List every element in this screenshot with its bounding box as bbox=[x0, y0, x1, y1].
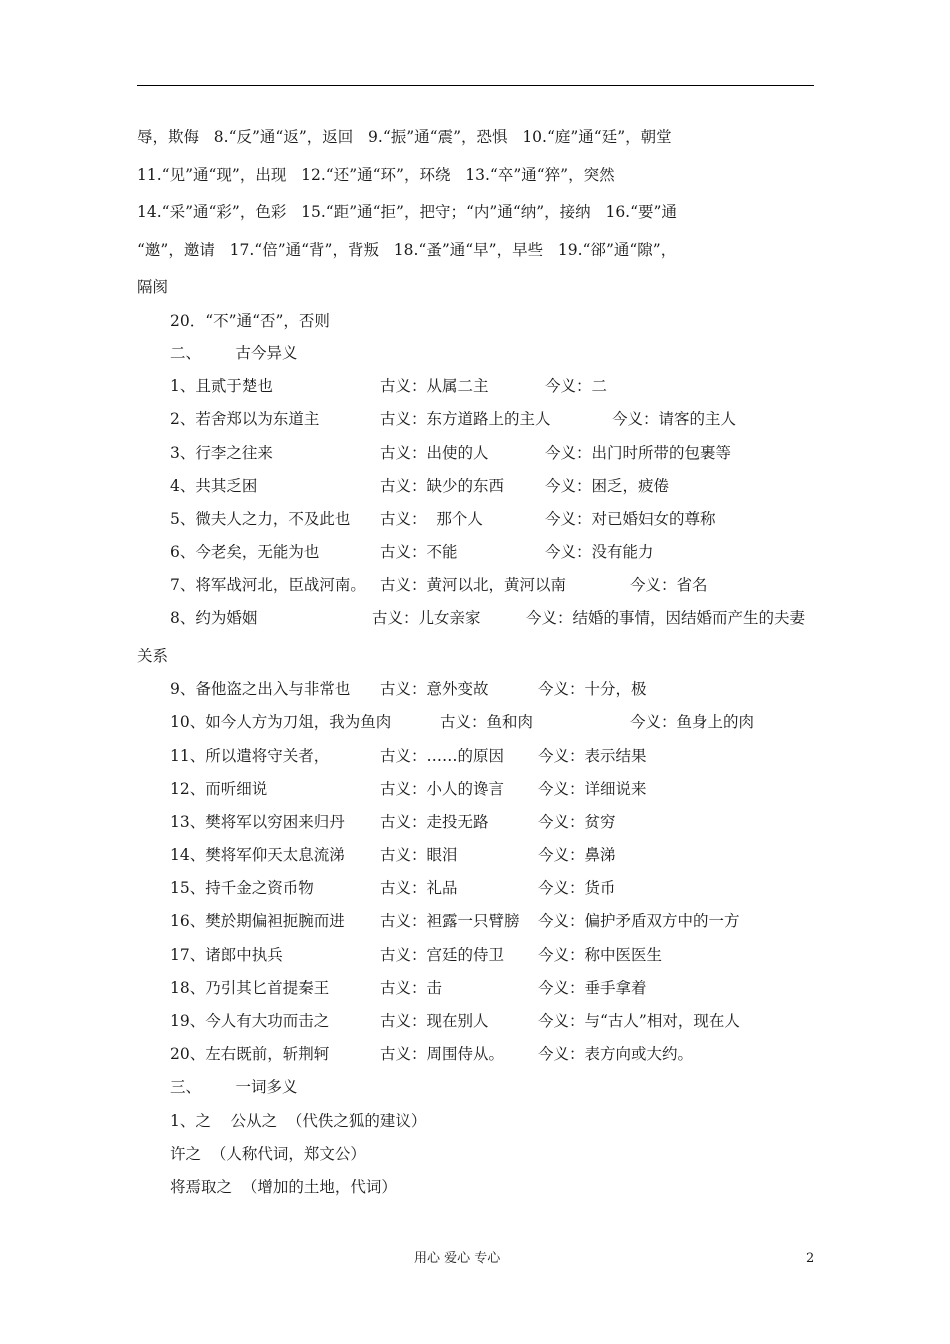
polysemy-line: 1、之 公从之 （代佚之狐的建议） bbox=[170, 1112, 427, 1130]
item-phrase: 14、樊将军仰天太息流涕 bbox=[170, 846, 345, 864]
page-number: 2 bbox=[806, 1251, 815, 1266]
item-new-meaning: 今义：详细说来 bbox=[538, 780, 647, 798]
item-new-meaning: 今义：没有能力 bbox=[545, 543, 654, 561]
item-new-meaning: 今义：省名 bbox=[630, 576, 708, 594]
item-old-meaning: 古义：鱼和肉 bbox=[440, 713, 534, 731]
item-old-meaning: 古义：击 bbox=[380, 979, 443, 997]
polysemy-line: 许之 （人称代词，郑文公） bbox=[170, 1145, 366, 1163]
item-old-meaning: 古义：从属二主 bbox=[380, 377, 489, 395]
header-rule bbox=[137, 85, 814, 86]
item-old-meaning: 古义：东方道路上的主人 bbox=[380, 410, 551, 428]
item-new-meaning: 今义：对已婚妇女的尊称 bbox=[545, 510, 716, 528]
item-new-meaning: 今义：请客的主人 bbox=[612, 410, 737, 428]
item-phrase: 3、行李之往来 bbox=[170, 444, 273, 462]
item-new-meaning: 今义：表方向或大约。 bbox=[538, 1045, 694, 1063]
item-new-meaning: 今义：垂手拿着 bbox=[538, 979, 647, 997]
item-old-meaning: 古义：……的原因 bbox=[380, 747, 505, 765]
item-old-meaning: 古义：小人的谗言 bbox=[380, 780, 505, 798]
item-phrase: 13、樊将军以穷困来归丹 bbox=[170, 813, 345, 831]
item-old-meaning: 古义：袒露一只臂膀 bbox=[380, 912, 520, 930]
item-phrase: 16、樊於期偏袒扼腕而进 bbox=[170, 912, 345, 930]
section-2-heading: 二、 古今异义 bbox=[170, 344, 298, 362]
item-new-meaning: 今义：表示结果 bbox=[538, 747, 647, 765]
item-old-meaning: 古义：黄河以北，黄河以南 bbox=[380, 576, 567, 594]
note-line-2: 11.“见”通“现”，出现 12.“还”通“环”，环绕 13.“卒”通“猝”，突然 bbox=[137, 166, 615, 184]
note-line-5: 隔阂 bbox=[137, 278, 169, 296]
item-old-meaning: 古义：宫廷的侍卫 bbox=[380, 946, 505, 964]
item-old-meaning: 古义：礼品 bbox=[380, 879, 458, 897]
item-new-meaning: 今义：称中医医生 bbox=[538, 946, 663, 964]
section-3-heading: 三、 一词多义 bbox=[170, 1078, 298, 1096]
item-new-meaning: 今义：货币 bbox=[538, 879, 616, 897]
item-new-meaning-continued: 关系 bbox=[137, 647, 169, 665]
item-new-meaning: 今义：结婚的事情，因结婚而产生的夫妻 bbox=[526, 609, 806, 627]
item-old-meaning: 古义：现在别人 bbox=[380, 1012, 489, 1030]
item-new-meaning: 今义：贫穷 bbox=[538, 813, 616, 831]
item-old-meaning: 古义： 那个人 bbox=[380, 510, 483, 528]
note-line-6: 20．“不”通“否”，否则 bbox=[170, 312, 330, 330]
item-new-meaning: 今义：鼻涕 bbox=[538, 846, 616, 864]
item-phrase: 1、且贰于楚也 bbox=[170, 377, 273, 395]
item-phrase: 2、若舍郑以为东道主 bbox=[170, 410, 320, 428]
item-new-meaning: 今义：偏护矛盾双方中的一方 bbox=[538, 912, 740, 930]
item-new-meaning: 今义：鱼身上的肉 bbox=[630, 713, 755, 731]
item-new-meaning: 今义：困乏，疲倦 bbox=[545, 477, 670, 495]
item-phrase: 17、诸郎中执兵 bbox=[170, 946, 283, 964]
item-phrase: 12、而听细说 bbox=[170, 780, 268, 798]
item-old-meaning: 古义：缺少的东西 bbox=[380, 477, 505, 495]
item-phrase: 11、所以遣将守关者， bbox=[170, 747, 330, 765]
note-line-1: 辱，欺侮 8.“反”通“返”，返回 9.“振”通“震”，恐惧 10.“庭”通“廷”，朝堂 bbox=[137, 128, 672, 146]
item-phrase: 7、将军战河北，臣战河南。 bbox=[170, 576, 366, 594]
item-phrase: 15、持千金之资币物 bbox=[170, 879, 314, 897]
item-phrase: 18、乃引其匕首提秦王 bbox=[170, 979, 330, 997]
note-line-4: “邀”，邀请 17.“倍”通“背”，背叛 18.“蚤”通“早”，早些 19.“郤”通“隙”， bbox=[137, 241, 677, 259]
item-phrase: 6、今老矣，无能为也 bbox=[170, 543, 320, 561]
item-old-meaning: 古义：眼泪 bbox=[380, 846, 458, 864]
item-old-meaning: 古义：不能 bbox=[380, 543, 458, 561]
item-phrase: 10、如今人方为刀俎，我为鱼肉 bbox=[170, 713, 392, 731]
item-phrase: 19、今人有大功而击之 bbox=[170, 1012, 330, 1030]
item-new-meaning: 今义：十分，极 bbox=[538, 680, 647, 698]
item-new-meaning: 今义：与“古人”相对，现在人 bbox=[538, 1012, 740, 1030]
footer-slogan: 用心 爱心 专心 bbox=[414, 1251, 501, 1266]
item-new-meaning: 今义：出门时所带的包裹等 bbox=[545, 444, 732, 462]
item-phrase: 9、备他盗之出入与非常也 bbox=[170, 680, 351, 698]
item-old-meaning: 古义：意外变故 bbox=[380, 680, 489, 698]
item-old-meaning: 古义：儿女亲家 bbox=[372, 609, 481, 627]
item-old-meaning: 古义：周围侍从。 bbox=[380, 1045, 505, 1063]
polysemy-line: 将焉取之 （增加的土地，代词） bbox=[170, 1178, 397, 1196]
item-old-meaning: 古义：走投无路 bbox=[380, 813, 489, 831]
item-phrase: 8、约为婚姻 bbox=[170, 609, 258, 627]
item-phrase: 4、共其乏困 bbox=[170, 477, 258, 495]
item-phrase: 20、左右既前，斩荆轲 bbox=[170, 1045, 330, 1063]
item-old-meaning: 古义：出使的人 bbox=[380, 444, 489, 462]
note-line-3: 14.“采”通“彩”，色彩 15.“距”通“拒”，把守；“内”通“纳”，接纳 16.“要”通 bbox=[137, 203, 677, 221]
item-phrase: 5、微夫人之力，不及此也 bbox=[170, 510, 351, 528]
item-new-meaning: 今义：二 bbox=[545, 377, 608, 395]
